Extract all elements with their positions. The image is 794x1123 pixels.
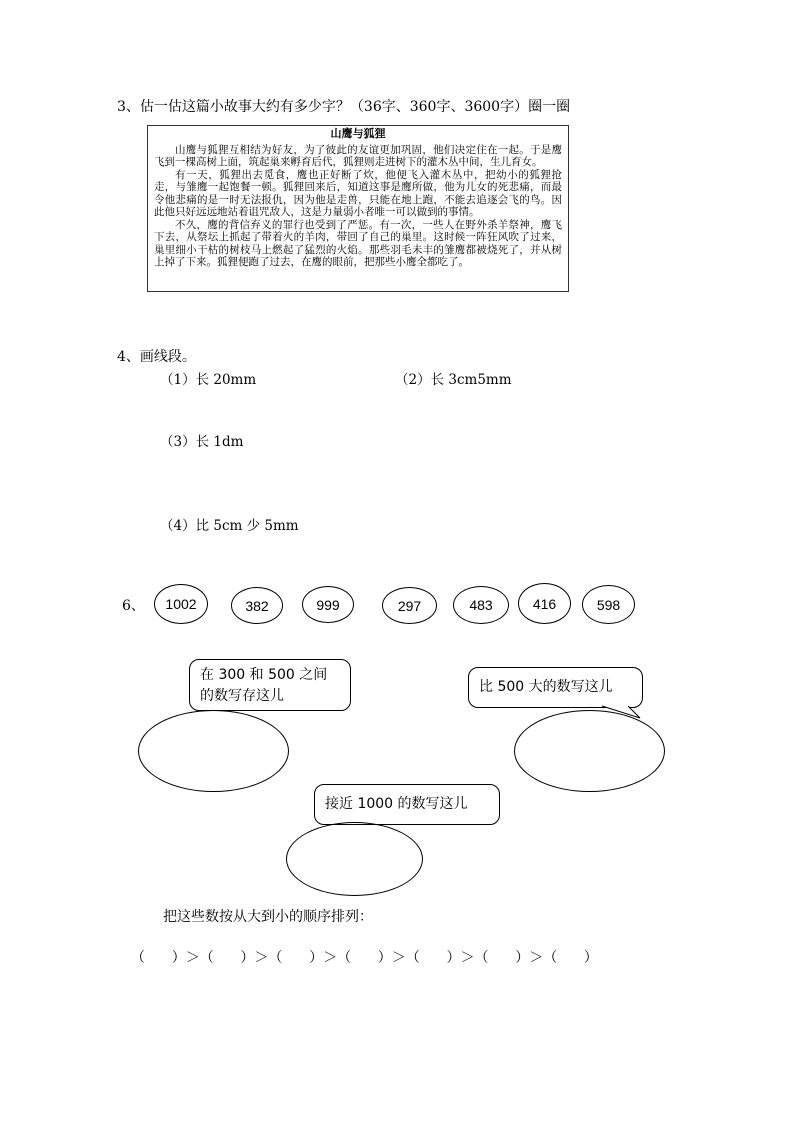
story-paragraph-2: 有一天，狐狸出去觅食，鹰也正好断了炊，他便飞入灌木丛中，把幼小的狐狸抢走，与雏鹰一起饱餐一顿。狐狸回来后，知道这事是鹰所做，他为儿女的死悲痛，而最令他悲痛的是一时无法报仇，因为他是走兽，只能在地上跑，不能去追逐会飞的鸟。因此他只好远远地站着诅咒敌人，这是力量弱小者唯一可以做到的事情。	[154, 168, 562, 218]
story-paragraph-3: 不久，鹰的背信弃义的罪行也受到了严惩。有一次，一些人在野外杀羊祭神，鹰飞下去，从祭坛上抓起了带着火的羊肉，带回了自己的巢里。这时候一阵狂风吹了过来，巢里细小干枯的树枝马上燃起了猛烈的火焰。那些羽毛未丰的雏鹰都被烧死了，并从树上掉了下来。狐狸便跑了过去，在鹰的眼前，把那些小鹰全都吃了。	[154, 218, 562, 268]
bubble-between-line-1: 在 300 和 500 之间	[200, 667, 328, 683]
number-oval[interactable]: 598	[582, 585, 635, 624]
answer-oval-between[interactable]	[138, 710, 289, 792]
order-blanks[interactable]: （ ）＞（ ）＞（ ）＞（ ）＞（ ）＞（ ）＞（ ）	[131, 950, 598, 966]
answer-oval-greater[interactable]	[514, 710, 665, 792]
number-oval[interactable]: 382	[231, 587, 283, 624]
number-oval[interactable]: 297	[382, 587, 437, 624]
q4-item-1: （1）长 20mm	[160, 372, 257, 388]
q4-item-3: （3）长 1dm	[160, 434, 244, 450]
story-title: 山鹰与狐狸	[330, 127, 386, 140]
q4-prompt: 4、画线段。	[117, 349, 196, 365]
q4-item-4: （4）比 5cm 少 5mm	[160, 518, 299, 534]
q4-item-2: （2）长 3cm5mm	[395, 372, 512, 388]
bubble-greater-text: 比 500 大的数写这儿	[479, 679, 613, 695]
bubble-greater-500	[468, 667, 643, 708]
bubble-near-1000	[314, 784, 500, 825]
number-oval[interactable]: 1002	[154, 584, 208, 624]
number-oval[interactable]: 416	[518, 583, 571, 624]
answer-oval-near[interactable]	[286, 822, 423, 896]
number-oval[interactable]: 999	[302, 586, 354, 623]
order-prompt: 把这些数按从大到小的顺序排列：	[163, 909, 373, 925]
q3-prompt: 3、估一估这篇小故事大约有多少字？（36字、360字、3600字）圈一圈	[117, 99, 571, 115]
bubble-near-text: 接近 1000 的数写这儿	[325, 796, 468, 812]
bubble-between-300-500	[189, 659, 351, 711]
q6-label: 6、	[122, 598, 145, 614]
bubble-between-line-2: 的数写存这儿	[200, 688, 284, 704]
story-box	[147, 125, 569, 292]
number-oval[interactable]: 483	[453, 586, 509, 624]
story-paragraph-1: 山鹰与狐狸互相结为好友，为了彼此的友谊更加巩固，他们决定住在一起。于是鹰飞到一棵高树上面，筑起巢来孵育后代，狐狸则走进树下的灌木丛中间，生儿育女。	[154, 143, 562, 168]
